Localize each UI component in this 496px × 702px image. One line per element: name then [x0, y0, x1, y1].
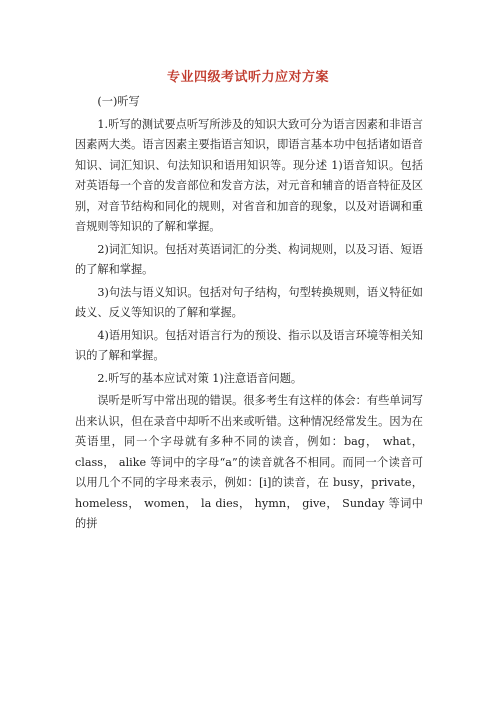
document-body	[75, 92, 423, 537]
page-title: 专业四级考试听力应对方案	[166, 70, 329, 85]
paragraph-vocabulary: 2)词汇知识。包括对英语词汇的分类、构词规则，以及习语、短语的了解和掌握。	[75, 242, 423, 276]
paragraph-pragmatics: 4)语用知识。包括对语言行为的预设、指示以及语言环境等相关知识的了解和掌握。	[75, 328, 423, 362]
section-heading: (一)听写	[97, 95, 140, 108]
paragraph-dictation-points: 1.听写的测试要点听写所涉及的知识大致可分为语言因素和非语言因素两大类。语言因素主要指语言知识，即语言基本功中包括诸如语音知识、词汇知识、句法知识和语用知识等。现分述 1)语音知识。包括对英语每一个音的发音部位和发音方法，对元音和辅音的语音特征及区别，对音节结构和同化的规则，对省音和加音的现象，以及对语调和重音规则等知识的了解和掌握。	[75, 117, 423, 233]
paragraph-mishearing: 误听是听写中常出现的错误。很多考生有这样的体会：有些单词写出来认识，但在录音中却听不出来或听错。这种情况经常发生。因为在英语里，同一个字母就有多种不同的读音，例如：bag， what， class， alike 等词中的字母“a”的读音就各不相同。而同一个读音可以用几个不同的字母来表示，例如：[i]的读音，在 busy，private，homeless， women， la dies， hymn， give， Sunday 等词中的拼	[75, 394, 423, 530]
paragraph-syntax: 3)句法与语义知识。包括对句子结构，句型转换规则，语义特征如歧义、反义等知识的了解和掌握。	[75, 285, 423, 319]
paragraph-strategy: 2.听写的基本应试对策 1)注意语音问题。	[97, 371, 303, 385]
